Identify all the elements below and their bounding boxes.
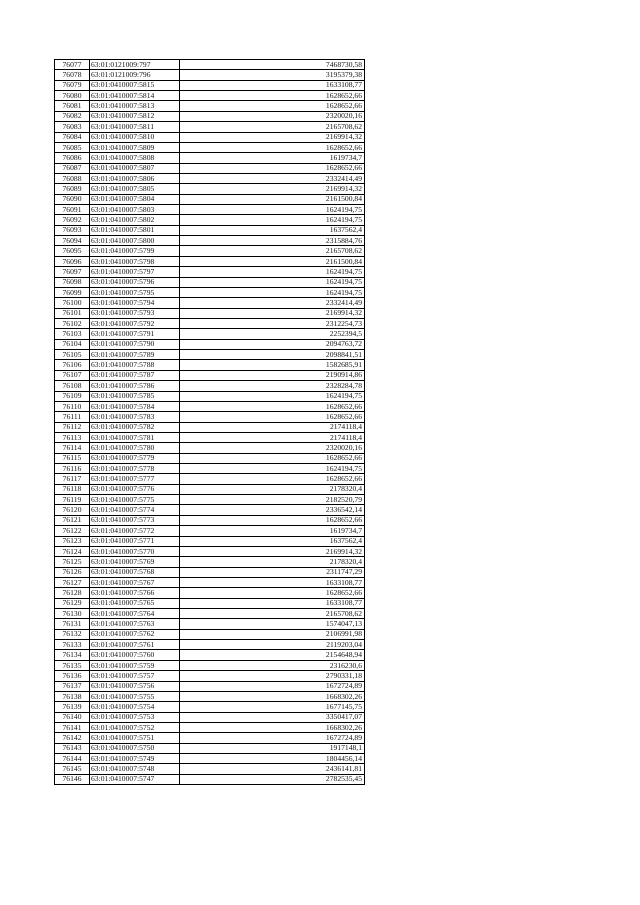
- value-cell: 2320020,16: [180, 111, 365, 121]
- value-cell: 3350417,07: [180, 712, 365, 722]
- row-id-cell: 76134: [55, 650, 90, 660]
- table-row: [55, 754, 365, 764]
- value-cell: 1624194,75: [180, 287, 365, 297]
- table-row: [55, 660, 365, 670]
- table-row: [55, 132, 365, 142]
- cadastral-number-cell: 63:01:0410007:5812: [90, 111, 180, 121]
- value-cell: 2094763,72: [180, 339, 365, 349]
- value-cell: 2161500,84: [180, 256, 365, 266]
- row-id-cell: 76125: [55, 557, 90, 567]
- row-id-cell: 76094: [55, 236, 90, 246]
- value-cell: 2169914,32: [180, 184, 365, 194]
- table-row: [55, 329, 365, 339]
- table-row: [55, 70, 365, 80]
- value-cell: 1619734,7: [180, 526, 365, 536]
- cadastral-number-cell: 63:01:0410007:5808: [90, 153, 180, 163]
- row-id-cell: 76099: [55, 287, 90, 297]
- cadastral-number-cell: 63:01:0410007:5784: [90, 401, 180, 411]
- value-cell: 2312254,73: [180, 318, 365, 328]
- value-cell: 2190914,86: [180, 370, 365, 380]
- cadastral-number-cell: 63:01:0410007:5752: [90, 723, 180, 733]
- value-cell: 1672724,89: [180, 681, 365, 691]
- table-row: [55, 277, 365, 287]
- row-id-cell: 76088: [55, 173, 90, 183]
- row-id-cell: 76116: [55, 464, 90, 474]
- value-cell: 1804456,14: [180, 754, 365, 764]
- cadastral-number-cell: 63:01:0410007:5767: [90, 577, 180, 587]
- table-row: [55, 412, 365, 422]
- cadastral-number-cell: 63:01:0410007:5760: [90, 650, 180, 660]
- cadastral-number-cell: 63:01:0410007:5771: [90, 536, 180, 546]
- table-row: [55, 619, 365, 629]
- value-cell: 2169914,32: [180, 308, 365, 318]
- cadastral-number-cell: 63:01:0410007:5761: [90, 640, 180, 650]
- cadastral-number-cell: 63:01:0410007:5762: [90, 629, 180, 639]
- row-id-cell: 76141: [55, 723, 90, 733]
- table-row: [55, 712, 365, 722]
- value-cell: 1619734,7: [180, 153, 365, 163]
- table-row: [55, 422, 365, 432]
- cadastral-number-cell: 63:01:0410007:5802: [90, 215, 180, 225]
- value-cell: 1628652,66: [180, 453, 365, 463]
- cadastral-number-cell: 63:01:0410007:5799: [90, 246, 180, 256]
- table-row: [55, 318, 365, 328]
- row-id-cell: 76110: [55, 401, 90, 411]
- value-cell: 1633108,77: [180, 80, 365, 90]
- row-id-cell: 76144: [55, 754, 90, 764]
- table-row: [55, 205, 365, 215]
- row-id-cell: 76113: [55, 432, 90, 442]
- cadastral-number-cell: 63:01:0410007:5805: [90, 184, 180, 194]
- table-row: [55, 526, 365, 536]
- table-row: [55, 474, 365, 484]
- cadastral-number-cell: 63:01:0410007:5809: [90, 142, 180, 152]
- row-id-cell: 76090: [55, 194, 90, 204]
- row-id-cell: 76111: [55, 412, 90, 422]
- table-row: [55, 308, 365, 318]
- cadastral-number-cell: 63:01:0410007:5787: [90, 370, 180, 380]
- cadastral-number-cell: 63:01:0410007:5751: [90, 733, 180, 743]
- table-row: [55, 650, 365, 660]
- table-row: [55, 681, 365, 691]
- row-id-cell: 76135: [55, 660, 90, 670]
- table-row: [55, 588, 365, 598]
- table-row: [55, 225, 365, 235]
- value-cell: 2165708,62: [180, 122, 365, 132]
- row-id-cell: 76131: [55, 619, 90, 629]
- value-cell: 2782535,45: [180, 774, 365, 784]
- value-cell: 1628652,66: [180, 588, 365, 598]
- table-row: [55, 495, 365, 505]
- cadastral-number-cell: 63:01:0410007:5776: [90, 484, 180, 494]
- value-cell: 2315884,76: [180, 236, 365, 246]
- table-row: [55, 370, 365, 380]
- row-id-cell: 76100: [55, 298, 90, 308]
- value-cell: 2165708,62: [180, 246, 365, 256]
- value-cell: 1917148,1: [180, 743, 365, 753]
- value-cell: 2161500,84: [180, 194, 365, 204]
- table-row: [55, 702, 365, 712]
- row-id-cell: 76109: [55, 391, 90, 401]
- value-cell: 1628652,66: [180, 142, 365, 152]
- row-id-cell: 76119: [55, 495, 90, 505]
- value-cell: 1677145,75: [180, 702, 365, 712]
- value-cell: 2154648,94: [180, 650, 365, 660]
- table-body: [55, 60, 365, 785]
- table-row: [55, 215, 365, 225]
- table-row: [55, 350, 365, 360]
- cadastral-number-cell: 63:01:0410007:5786: [90, 381, 180, 391]
- value-cell: 1628652,66: [180, 91, 365, 101]
- value-cell: 1628652,66: [180, 412, 365, 422]
- value-cell: 1633108,77: [180, 577, 365, 587]
- cadastral-number-cell: 63:01:0410007:5800: [90, 236, 180, 246]
- row-id-cell: 76106: [55, 360, 90, 370]
- cadastral-number-cell: 63:01:0410007:5804: [90, 194, 180, 204]
- table-row: [55, 464, 365, 474]
- value-cell: 2336542,14: [180, 505, 365, 515]
- row-id-cell: 76081: [55, 101, 90, 111]
- row-id-cell: 76139: [55, 702, 90, 712]
- cadastral-number-cell: 63:01:0410007:5792: [90, 318, 180, 328]
- row-id-cell: 76089: [55, 184, 90, 194]
- table-row: [55, 163, 365, 173]
- row-id-cell: 76133: [55, 640, 90, 650]
- cadastral-number-cell: 63:01:0410007:5753: [90, 712, 180, 722]
- row-id-cell: 76093: [55, 225, 90, 235]
- cadastral-number-cell: 63:01:0410007:5790: [90, 339, 180, 349]
- value-cell: 2328284,78: [180, 381, 365, 391]
- table-row: [55, 764, 365, 774]
- table-row: [55, 505, 365, 515]
- value-cell: 2119203,04: [180, 640, 365, 650]
- table-row: [55, 80, 365, 90]
- value-cell: 1624194,75: [180, 215, 365, 225]
- table-row: [55, 743, 365, 753]
- cadastral-number-cell: 63:01:0410007:5814: [90, 91, 180, 101]
- table-row: [55, 723, 365, 733]
- value-cell: 1624194,75: [180, 277, 365, 287]
- cadastral-number-cell: 63:01:0410007:5811: [90, 122, 180, 132]
- table-row: [55, 194, 365, 204]
- row-id-cell: 76103: [55, 329, 90, 339]
- cadastral-number-cell: 63:01:0410007:5783: [90, 412, 180, 422]
- cadastral-number-cell: 63:01:0410007:5803: [90, 205, 180, 215]
- cadastral-number-cell: 63:01:0121009:797: [90, 60, 180, 70]
- row-id-cell: 76130: [55, 609, 90, 619]
- cadastral-number-cell: 63:01:0410007:5748: [90, 764, 180, 774]
- cadastral-number-cell: 63:01:0410007:5754: [90, 702, 180, 712]
- table-row: [55, 173, 365, 183]
- cadastral-number-cell: 63:01:0410007:5810: [90, 132, 180, 142]
- row-id-cell: 76126: [55, 567, 90, 577]
- cadastral-number-cell: 63:01:0410007:5750: [90, 743, 180, 753]
- value-cell: 7468730,58: [180, 60, 365, 70]
- row-id-cell: 76117: [55, 474, 90, 484]
- table-row: [55, 432, 365, 442]
- cadastral-number-cell: 63:01:0410007:5815: [90, 80, 180, 90]
- cadastral-number-cell: 63:01:0121009:796: [90, 70, 180, 80]
- table-row: [55, 774, 365, 784]
- row-id-cell: 76101: [55, 308, 90, 318]
- row-id-cell: 76091: [55, 205, 90, 215]
- row-id-cell: 76095: [55, 246, 90, 256]
- table-row: [55, 391, 365, 401]
- table-row: [55, 629, 365, 639]
- cadastral-number-cell: 63:01:0410007:5806: [90, 173, 180, 183]
- cadastral-number-cell: 63:01:0410007:5795: [90, 287, 180, 297]
- row-id-cell: 76127: [55, 577, 90, 587]
- value-cell: 2178320,4: [180, 484, 365, 494]
- cadastral-number-cell: 63:01:0410007:5807: [90, 163, 180, 173]
- value-cell: 1668302,26: [180, 691, 365, 701]
- cadastral-number-cell: 63:01:0410007:5796: [90, 277, 180, 287]
- cadastral-number-cell: 63:01:0410007:5765: [90, 598, 180, 608]
- value-cell: 2790331,18: [180, 671, 365, 681]
- table-row: [55, 236, 365, 246]
- cadastral-number-cell: 63:01:0410007:5813: [90, 101, 180, 111]
- row-id-cell: 76121: [55, 515, 90, 525]
- cadastral-number-cell: 63:01:0410007:5764: [90, 609, 180, 619]
- row-id-cell: 76083: [55, 122, 90, 132]
- cadastral-number-cell: 63:01:0410007:5755: [90, 691, 180, 701]
- value-cell: 2316230,6: [180, 660, 365, 670]
- cadastral-number-cell: 63:01:0410007:5773: [90, 515, 180, 525]
- cadastral-number-cell: 63:01:0410007:5801: [90, 225, 180, 235]
- table-row: [55, 91, 365, 101]
- value-cell: 1574047,13: [180, 619, 365, 629]
- value-cell: 2169914,32: [180, 132, 365, 142]
- value-cell: 2332414,49: [180, 173, 365, 183]
- row-id-cell: 76108: [55, 381, 90, 391]
- value-cell: 1633108,77: [180, 598, 365, 608]
- cadastral-number-cell: 63:01:0410007:5768: [90, 567, 180, 577]
- cadastral-number-cell: 63:01:0410007:5759: [90, 660, 180, 670]
- row-id-cell: 76123: [55, 536, 90, 546]
- value-cell: 1624194,75: [180, 205, 365, 215]
- spreadsheet-page: [54, 59, 365, 785]
- row-id-cell: 76096: [55, 256, 90, 266]
- cadastral-number-cell: 63:01:0410007:5778: [90, 464, 180, 474]
- cadastral-number-cell: 63:01:0410007:5788: [90, 360, 180, 370]
- row-id-cell: 76092: [55, 215, 90, 225]
- cadastral-number-cell: 63:01:0410007:5757: [90, 671, 180, 681]
- table-row: [55, 381, 365, 391]
- cadastral-number-cell: 63:01:0410007:5749: [90, 754, 180, 764]
- value-cell: 2332414,49: [180, 298, 365, 308]
- row-id-cell: 76112: [55, 422, 90, 432]
- value-cell: 3195379,38: [180, 70, 365, 80]
- value-cell: 2165708,62: [180, 609, 365, 619]
- cadastral-number-cell: 63:01:0410007:5774: [90, 505, 180, 515]
- cadastral-number-cell: 63:01:0410007:5797: [90, 267, 180, 277]
- value-cell: 1628652,66: [180, 401, 365, 411]
- row-id-cell: 76082: [55, 111, 90, 121]
- value-cell: 1668302,26: [180, 723, 365, 733]
- value-cell: 1582685,91: [180, 360, 365, 370]
- cadastral-number-cell: 63:01:0410007:5775: [90, 495, 180, 505]
- row-id-cell: 76145: [55, 764, 90, 774]
- row-id-cell: 76114: [55, 443, 90, 453]
- table-row: [55, 360, 365, 370]
- table-row: [55, 298, 365, 308]
- row-id-cell: 76143: [55, 743, 90, 753]
- table-row: [55, 153, 365, 163]
- value-cell: 2169914,32: [180, 546, 365, 556]
- table-row: [55, 557, 365, 567]
- value-cell: 2174118,4: [180, 432, 365, 442]
- row-id-cell: 76098: [55, 277, 90, 287]
- data-table: [54, 59, 365, 785]
- cadastral-number-cell: 63:01:0410007:5781: [90, 432, 180, 442]
- table-row: [55, 536, 365, 546]
- cadastral-number-cell: 63:01:0410007:5793: [90, 308, 180, 318]
- table-row: [55, 733, 365, 743]
- table-row: [55, 598, 365, 608]
- value-cell: 1672724,89: [180, 733, 365, 743]
- table-row: [55, 142, 365, 152]
- table-row: [55, 567, 365, 577]
- cadastral-number-cell: 63:01:0410007:5779: [90, 453, 180, 463]
- row-id-cell: 76107: [55, 370, 90, 380]
- value-cell: 1628652,66: [180, 101, 365, 111]
- row-id-cell: 76080: [55, 91, 90, 101]
- value-cell: 1628652,66: [180, 515, 365, 525]
- table-row: [55, 484, 365, 494]
- table-row: [55, 111, 365, 121]
- value-cell: 1637562,4: [180, 536, 365, 546]
- cadastral-number-cell: 63:01:0410007:5780: [90, 443, 180, 453]
- table-row: [55, 339, 365, 349]
- table-row: [55, 256, 365, 266]
- row-id-cell: 76128: [55, 588, 90, 598]
- row-id-cell: 76104: [55, 339, 90, 349]
- row-id-cell: 76129: [55, 598, 90, 608]
- table-row: [55, 246, 365, 256]
- cadastral-number-cell: 63:01:0410007:5782: [90, 422, 180, 432]
- row-id-cell: 76087: [55, 163, 90, 173]
- value-cell: 2098841,51: [180, 350, 365, 360]
- row-id-cell: 76097: [55, 267, 90, 277]
- value-cell: 1637562,4: [180, 225, 365, 235]
- cadastral-number-cell: 63:01:0410007:5794: [90, 298, 180, 308]
- table-row: [55, 640, 365, 650]
- value-cell: 2182520,79: [180, 495, 365, 505]
- value-cell: 2174118,4: [180, 422, 365, 432]
- row-id-cell: 76120: [55, 505, 90, 515]
- row-id-cell: 76137: [55, 681, 90, 691]
- cadastral-number-cell: 63:01:0410007:5785: [90, 391, 180, 401]
- row-id-cell: 76085: [55, 142, 90, 152]
- row-id-cell: 76118: [55, 484, 90, 494]
- value-cell: 2320020,16: [180, 443, 365, 453]
- cadastral-number-cell: 63:01:0410007:5763: [90, 619, 180, 629]
- table-row: [55, 401, 365, 411]
- value-cell: 1624194,75: [180, 267, 365, 277]
- row-id-cell: 76086: [55, 153, 90, 163]
- value-cell: 2436141,81: [180, 764, 365, 774]
- table-row: [55, 101, 365, 111]
- cadastral-number-cell: 63:01:0410007:5791: [90, 329, 180, 339]
- cadastral-number-cell: 63:01:0410007:5777: [90, 474, 180, 484]
- cadastral-number-cell: 63:01:0410007:5756: [90, 681, 180, 691]
- cadastral-number-cell: 63:01:0410007:5770: [90, 546, 180, 556]
- table-row: [55, 546, 365, 556]
- table-row: [55, 122, 365, 132]
- value-cell: 2106991,98: [180, 629, 365, 639]
- row-id-cell: 76146: [55, 774, 90, 784]
- row-id-cell: 76122: [55, 526, 90, 536]
- table-row: [55, 691, 365, 701]
- table-row: [55, 287, 365, 297]
- value-cell: 1624194,75: [180, 391, 365, 401]
- cadastral-number-cell: 63:01:0410007:5789: [90, 350, 180, 360]
- table-row: [55, 671, 365, 681]
- value-cell: 1624194,75: [180, 464, 365, 474]
- row-id-cell: 76077: [55, 60, 90, 70]
- row-id-cell: 76140: [55, 712, 90, 722]
- table-row: [55, 184, 365, 194]
- row-id-cell: 76105: [55, 350, 90, 360]
- table-row: [55, 443, 365, 453]
- table-row: [55, 267, 365, 277]
- cadastral-number-cell: 63:01:0410007:5772: [90, 526, 180, 536]
- row-id-cell: 76115: [55, 453, 90, 463]
- cadastral-number-cell: 63:01:0410007:5798: [90, 256, 180, 266]
- row-id-cell: 76138: [55, 691, 90, 701]
- row-id-cell: 76102: [55, 318, 90, 328]
- row-id-cell: 76078: [55, 70, 90, 80]
- value-cell: 2252394,5: [180, 329, 365, 339]
- value-cell: 1628652,66: [180, 163, 365, 173]
- table-row: [55, 577, 365, 587]
- table-row: [55, 609, 365, 619]
- value-cell: 1628652,66: [180, 474, 365, 484]
- cadastral-number-cell: 63:01:0410007:5769: [90, 557, 180, 567]
- table-row: [55, 60, 365, 70]
- row-id-cell: 76142: [55, 733, 90, 743]
- value-cell: 2311747,29: [180, 567, 365, 577]
- cadastral-number-cell: 63:01:0410007:5747: [90, 774, 180, 784]
- value-cell: 2178320,4: [180, 557, 365, 567]
- row-id-cell: 76084: [55, 132, 90, 142]
- row-id-cell: 76124: [55, 546, 90, 556]
- row-id-cell: 76136: [55, 671, 90, 681]
- table-row: [55, 453, 365, 463]
- cadastral-number-cell: 63:01:0410007:5766: [90, 588, 180, 598]
- row-id-cell: 76132: [55, 629, 90, 639]
- table-row: [55, 515, 365, 525]
- row-id-cell: 76079: [55, 80, 90, 90]
